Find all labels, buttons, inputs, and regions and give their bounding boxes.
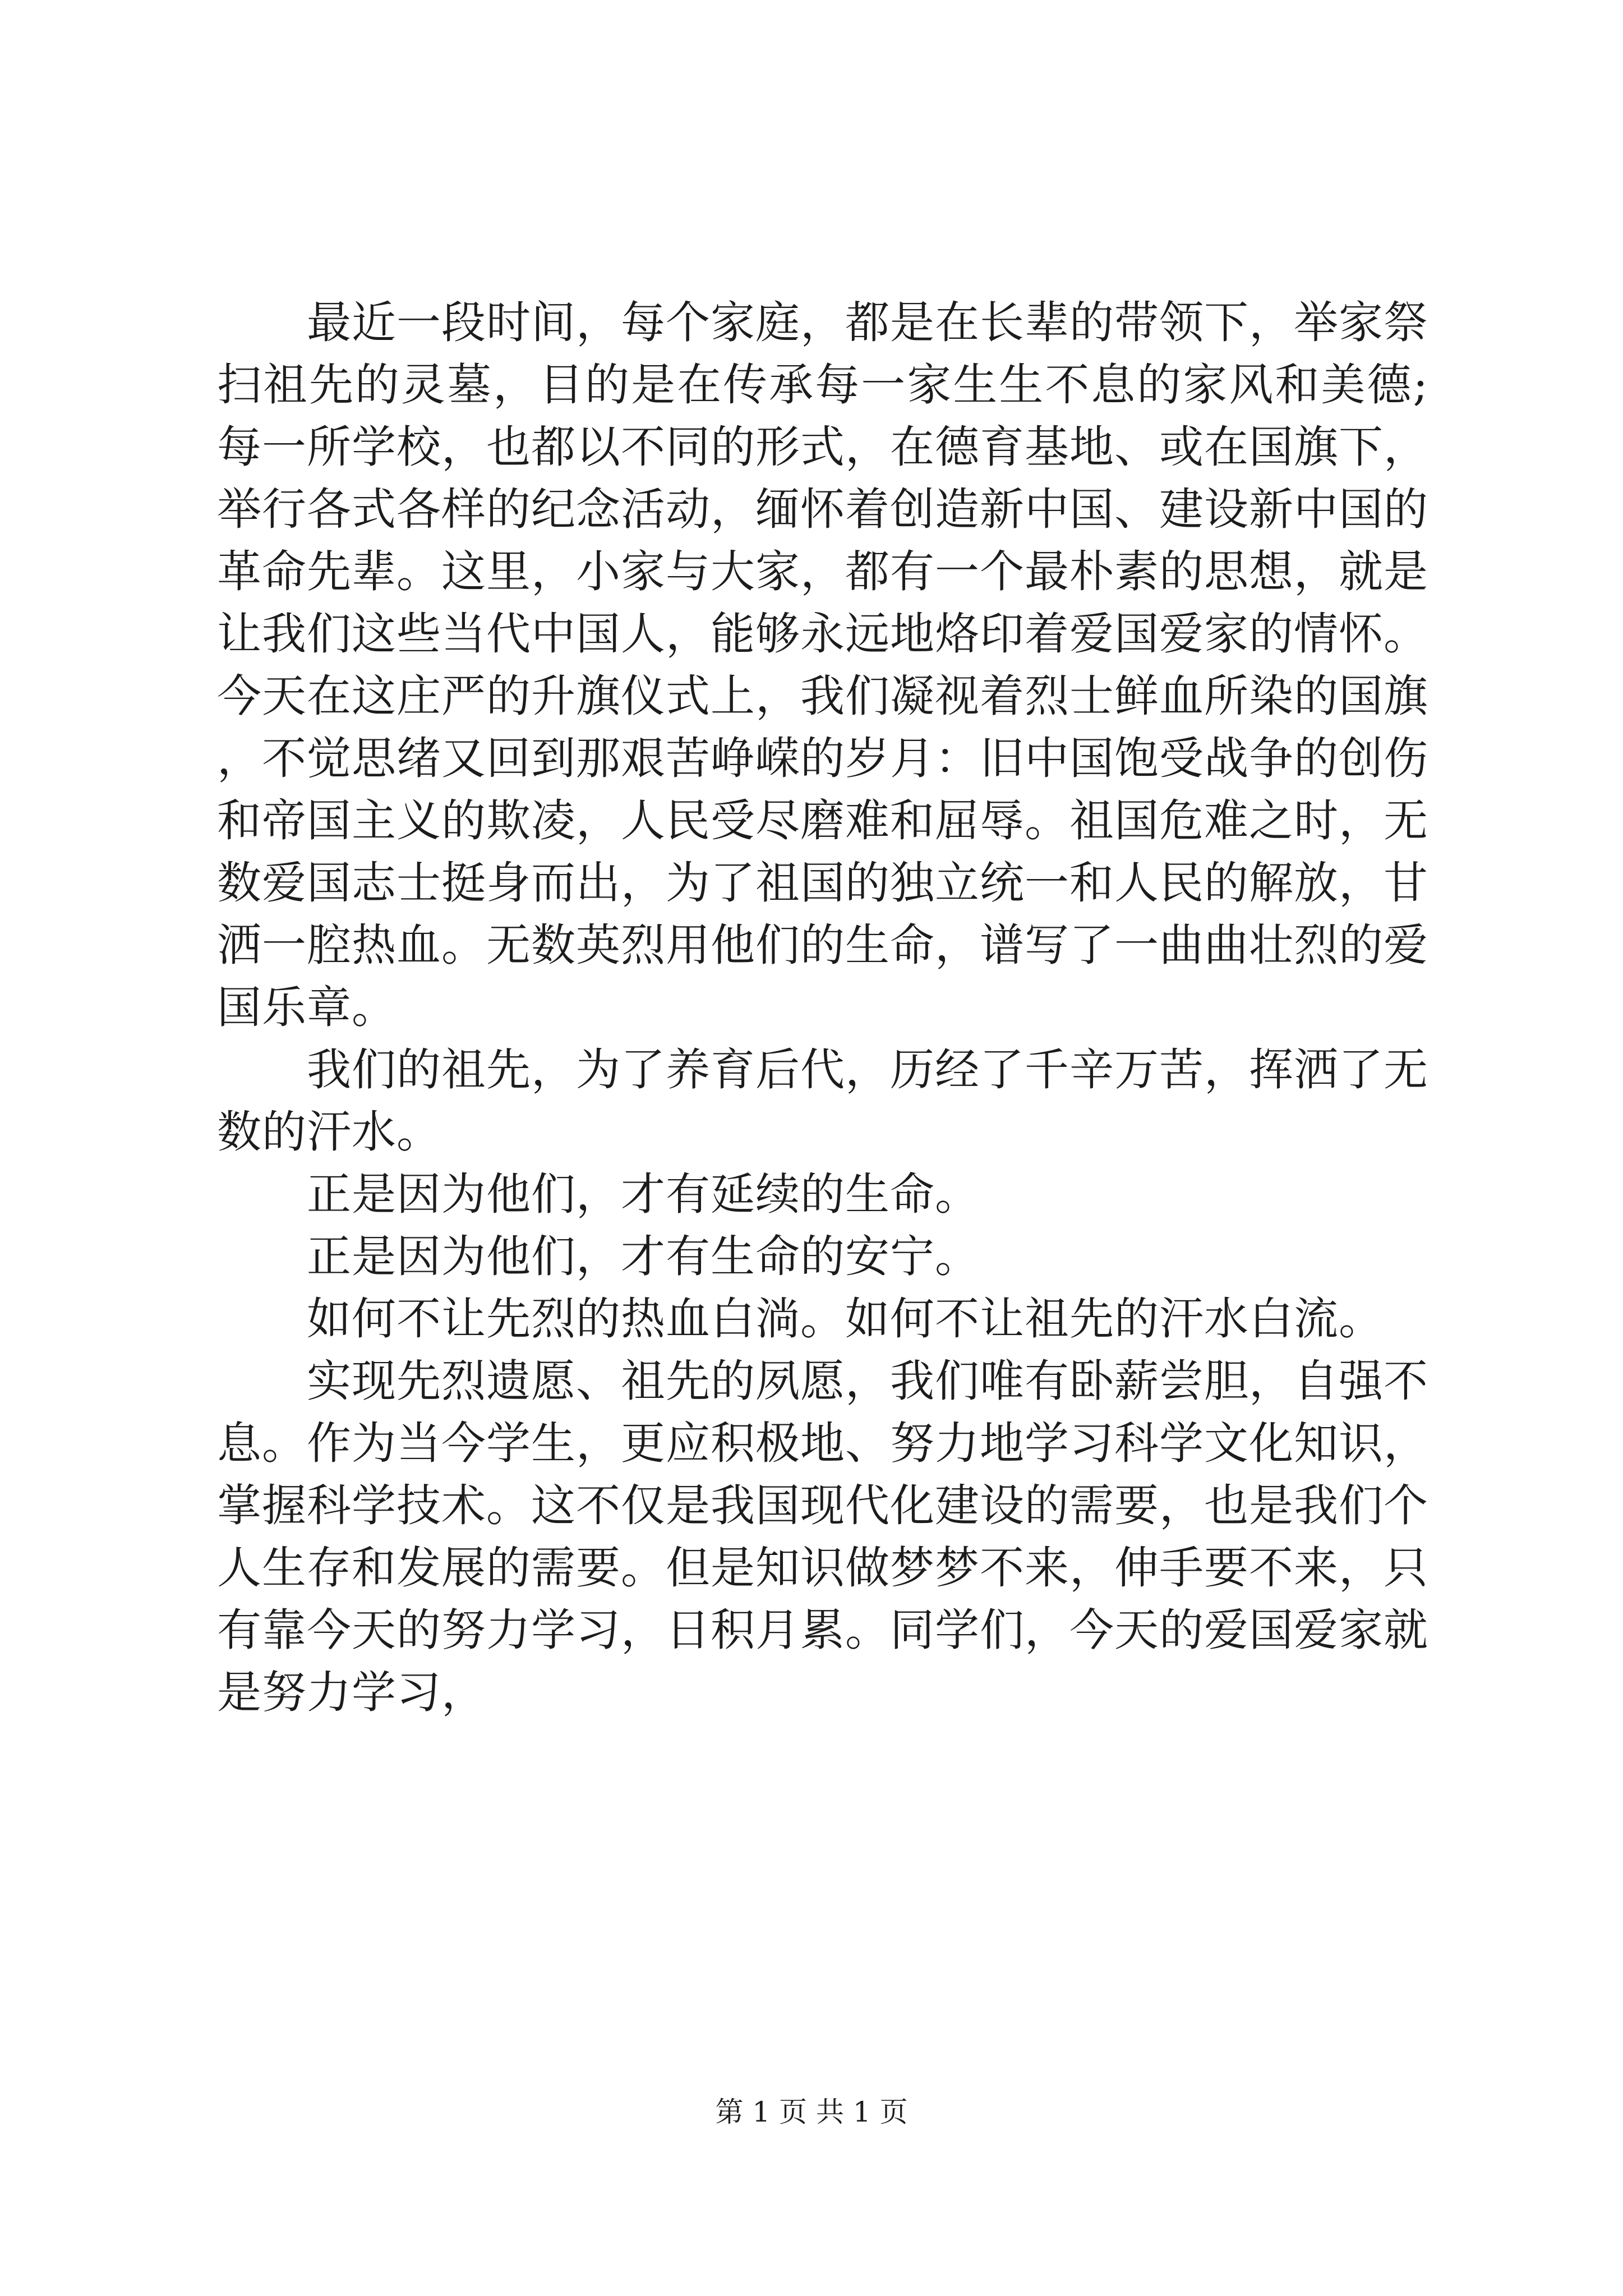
paragraph-6: 实现先烈遗愿、祖先的夙愿，我们唯有卧薪尝胆，自强不息。作为当今学生，更应积极地、努力地学习科学文化知识，掌握科学技术。这不仅是我国现代化建设的需要，也是我们个人生存和发展的需要。但是知识做梦梦不来，伸手要不来，只有靠今天的努力学习，日积月累。同学们，今天的爱国爱家就是努力学习， [217, 1355, 1428, 1718]
paragraph-5: 如何不让先烈的热血白淌。如何不让祖先的汗水白流。 [307, 1293, 1384, 1345]
page-footer: 第 1 页 共 1 页 [715, 2096, 908, 2128]
paragraph-4: 正是因为他们，才有生命的安宁。 [307, 1231, 980, 1282]
paragraph-1: 最近一段时间，每个家庭，都是在长辈的带领下，举家祭扫祖先的灵墓，目的是在传承每一家生生不息的家风和美德;每一所学校，也都以不同的形式，在德育基地、或在国旗下，举行各式各样的纪念活动，缅怀着创造新中国、建设新中国的革命先辈。这里，小家与大家，都有一个最朴素的思想，就是让我们这些当代中国人，能够永远地烙印着爱国爱家的情怀。今天在这庄严的升旗仪式上，我们凝视着烈士鲜血所染的国旗，不觉思绪又回到那艰苦峥嵘的岁月：旧中国饱受战争的创伤和帝国主义的欺凌，人民受尽磨难和屈辱。祖国危难之时，无数爱国志士挺身而出，为了祖国的独立统一和人民的解放，甘洒一腔热血。无数英烈用他们的生命，谱写了一曲曲壮烈的爱国乐章。 [217, 297, 1428, 1033]
paragraph-2: 我们的祖先，为了养育后代，历经了千辛万苦，挥洒了无数的汗水。 [217, 1044, 1428, 1158]
document-body [217, 292, 1428, 1724]
paragraph-3: 正是因为他们，才有延续的生命。 [307, 1168, 980, 1220]
